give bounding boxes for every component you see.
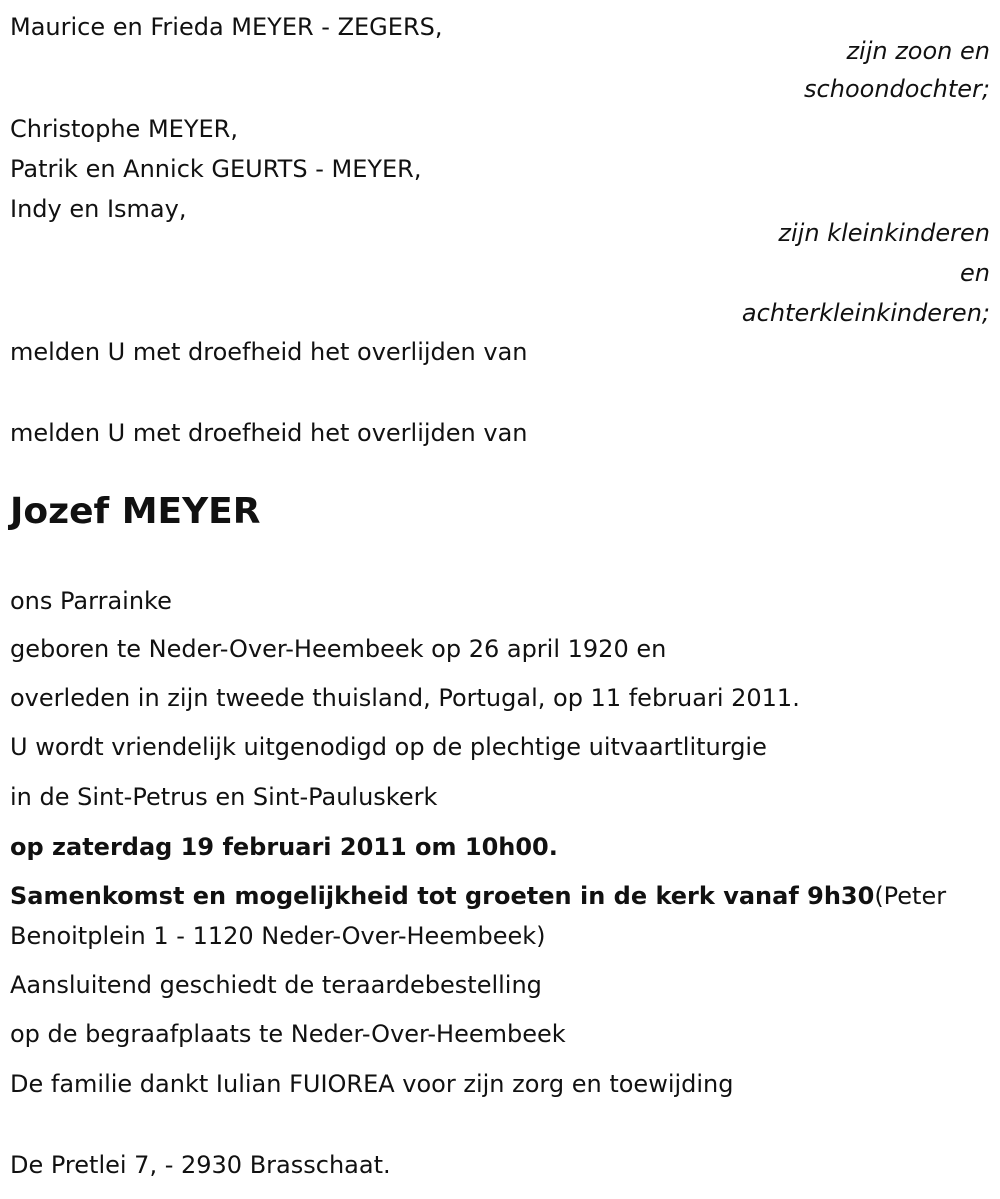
detail-service-date: op zaterdag 19 februari 2011 om 10h00. <box>10 833 558 861</box>
deceased-name: Jozef MEYER <box>10 491 261 532</box>
detail-thanks: De familie dankt Iulian FUIOREA voor zijn zorg en toewijding <box>10 1070 734 1098</box>
grandchild-line-1: Christophe MEYER, <box>10 115 238 143</box>
role-great-grandchildren-label: achterkleinkinderen; <box>741 299 990 327</box>
detail-birth: geboren te Neder-Over-Heembeek op 26 april 1920 en <box>10 635 667 663</box>
announcement-text-2: melden U met droefheid het overlijden van <box>10 419 528 447</box>
gathering-bold-text: Samenkomst en mogelijkheid tot groeten in de kerk vanaf 9h30 <box>10 882 875 910</box>
gathering-address-text: (Peter Benoitplein 1 - 1120 Neder-Over-Heembeek) <box>10 882 947 950</box>
detail-cemetery: op de begraafplaats te Neder-Over-Heembeek <box>10 1020 566 1048</box>
detail-death: overleden in zijn tweede thuisland, Portugal, op 11 februari 2011. <box>10 684 800 712</box>
role-grandchildren-label: zijn kleinkinderen <box>778 219 990 247</box>
detail-gathering <box>10 876 995 956</box>
detail-church: in de Sint-Petrus en Sint-Pauluskerk <box>10 783 438 811</box>
detail-nickname: ons Parrainke <box>10 587 172 615</box>
family-son-line: Maurice en Frieda MEYER - ZEGERS, <box>10 13 443 41</box>
detail-burial: Aansluitend geschiedt de teraardebestelling <box>10 971 542 999</box>
role-son-label: zijn zoon en <box>846 37 990 65</box>
detail-invitation: U wordt vriendelijk uitgenodigd op de plechtige uitvaartliturgie <box>10 733 767 761</box>
great-grandchild-line: Indy en Ismay, <box>10 195 187 223</box>
announcement-text-1: melden U met droefheid het overlijden van <box>10 338 528 366</box>
family-address: De Pretlei 7, - 2930 Brasschaat. <box>10 1151 391 1179</box>
role-daughter-in-law-label: schoondochter; <box>804 75 990 103</box>
grandchild-line-2: Patrik en Annick GEURTS - MEYER, <box>10 155 422 183</box>
role-and-label: en <box>960 259 990 287</box>
